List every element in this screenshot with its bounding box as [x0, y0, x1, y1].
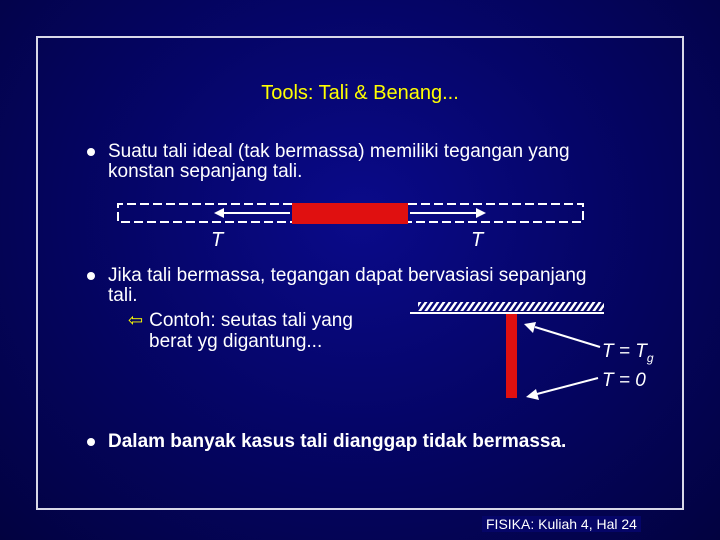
- equation-1-base: T = T: [602, 341, 647, 362]
- example-line-1: [128, 311, 353, 330]
- bullet-2-line-2: tali.: [108, 285, 138, 306]
- arrowhead-left-icon: [214, 208, 224, 218]
- arrowhead-right-icon: [476, 208, 486, 218]
- bullet-2-line-1: Jika tali bermassa, tegangan dapat bervasiasi sepanjang: [108, 265, 587, 286]
- arrowhead-top-icon: [524, 322, 536, 333]
- bullet-1-line-2: konstan sepanjang tali.: [108, 161, 303, 182]
- example-line-2: berat yg digantung...: [149, 331, 323, 352]
- equation-tension-top: [602, 341, 654, 365]
- arrowhead-bottom-icon: [526, 389, 539, 400]
- slide-title: Tools: Tali & Benang...: [261, 82, 459, 104]
- example-text-1: Contoh: seutas tali yang: [149, 310, 353, 331]
- rope-segment-block: [292, 203, 408, 224]
- equation-1-sub: g: [646, 350, 654, 365]
- bullet-dot-icon: [87, 272, 95, 280]
- tension-label-left: T: [211, 229, 224, 251]
- ceiling-hatch: [418, 302, 604, 311]
- bullet-3-line-1: Dalam banyak kasus tali dianggap tidak bermassa.: [108, 431, 567, 452]
- pointer-arrow-bottom: [537, 378, 598, 394]
- left-arrow-icon: ⇦: [128, 310, 144, 330]
- bullet-1-line-1: Suatu tali ideal (tak bermassa) memiliki tegangan yang: [108, 141, 570, 162]
- bullet-dot-icon: [87, 438, 95, 446]
- tension-label-right: T: [471, 229, 484, 251]
- slide-footer: FISIKA: Kuliah 4, Hal 24: [482, 516, 641, 532]
- equation-tension-bottom: T = 0: [602, 370, 646, 391]
- pointer-arrow-top: [535, 327, 600, 347]
- hanging-rope: [506, 314, 517, 398]
